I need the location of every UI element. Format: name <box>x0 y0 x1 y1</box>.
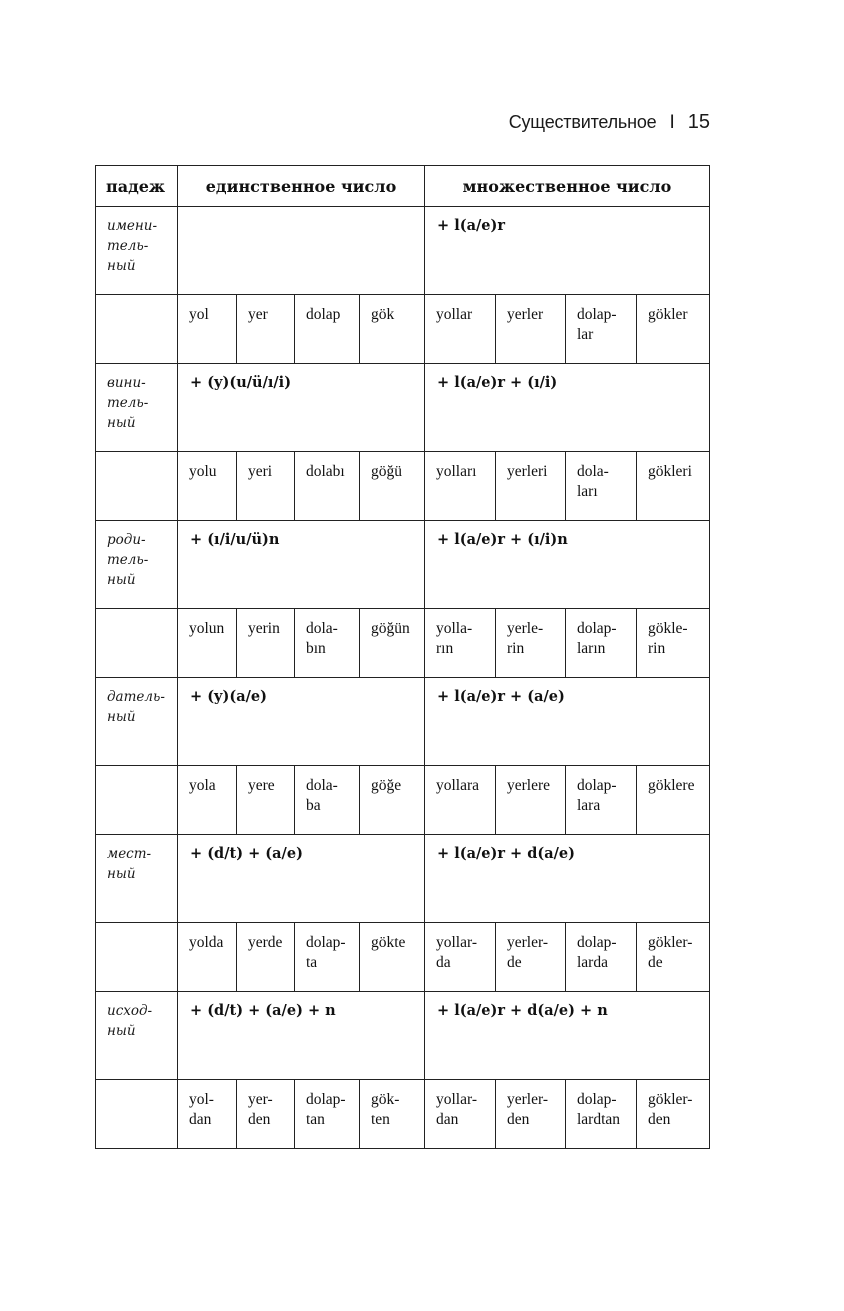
case-name-cell: исход- ный <box>96 992 178 1080</box>
table-row <box>96 923 710 992</box>
singular-form-cell: yol <box>178 295 237 364</box>
plural-form-cell: gökler <box>637 295 710 364</box>
plural-suffix-cell: + l(a/e)r + d(a/e) <box>425 835 710 923</box>
plural-form-cell: gökle- rin <box>637 609 710 678</box>
plural-form-cell: dola- ları <box>566 452 637 521</box>
singular-form-cell: gök- ten <box>360 1080 425 1149</box>
plural-form-cell: yerler- den <box>496 1080 566 1149</box>
plural-form-cell: yerleri <box>496 452 566 521</box>
header-separator: I <box>669 111 675 133</box>
running-head <box>509 111 710 134</box>
plural-form-cell: gökleri <box>637 452 710 521</box>
plural-form-cell: yolları <box>425 452 496 521</box>
empty-case-cell <box>96 1080 178 1149</box>
case-name-cell: имени- тель- ный <box>96 207 178 295</box>
singular-suffix-cell: + (d/t) + (a/e) + n <box>178 992 425 1080</box>
singular-suffix-cell: + (y)(u/ü/ı/i) <box>178 364 425 452</box>
singular-form-cell: dola- bın <box>295 609 360 678</box>
plural-form-cell: dolap- ların <box>566 609 637 678</box>
case-name-cell: вини- тель- ный <box>96 364 178 452</box>
table-row <box>96 207 710 295</box>
singular-form-cell: yeri <box>237 452 295 521</box>
table-body <box>96 207 710 1149</box>
singular-form-cell: dolap- ta <box>295 923 360 992</box>
empty-case-cell <box>96 452 178 521</box>
plural-form-cell: yollar- da <box>425 923 496 992</box>
singular-form-cell: yol- dan <box>178 1080 237 1149</box>
singular-form-cell: dolabı <box>295 452 360 521</box>
plural-suffix-cell: + l(a/e)r + (a/e) <box>425 678 710 766</box>
header-singular: единственное число <box>178 166 425 207</box>
singular-form-cell: dolap <box>295 295 360 364</box>
empty-case-cell <box>96 766 178 835</box>
plural-form-cell: yollar- dan <box>425 1080 496 1149</box>
singular-form-cell: yerin <box>237 609 295 678</box>
table-row <box>96 766 710 835</box>
singular-form-cell: yer- den <box>237 1080 295 1149</box>
section-title: Существительное <box>508 112 657 132</box>
plural-form-cell: göklere <box>637 766 710 835</box>
case-name-cell: роди- тель- ный <box>96 521 178 609</box>
plural-form-cell: gökler- den <box>637 1080 710 1149</box>
plural-form-cell: gökler- de <box>637 923 710 992</box>
singular-form-cell: gök <box>360 295 425 364</box>
empty-case-cell <box>96 609 178 678</box>
table-row <box>96 678 710 766</box>
plural-form-cell: dolap- larda <box>566 923 637 992</box>
plural-form-cell: dolap- lardtan <box>566 1080 637 1149</box>
singular-form-cell: göğe <box>360 766 425 835</box>
singular-form-cell: gökte <box>360 923 425 992</box>
table-row <box>96 835 710 923</box>
singular-suffix-cell: + (y)(a/e) <box>178 678 425 766</box>
table-row <box>96 609 710 678</box>
singular-suffix-cell: + (ı/i/u/ü)n <box>178 521 425 609</box>
table-row <box>96 364 710 452</box>
page-number: 15 <box>687 111 710 133</box>
plural-form-cell: yerler <box>496 295 566 364</box>
table-row <box>96 1080 710 1149</box>
singular-form-cell: yola <box>178 766 237 835</box>
plural-form-cell: yerler- de <box>496 923 566 992</box>
case-name-cell: датель- ный <box>96 678 178 766</box>
singular-form-cell: dolap- tan <box>295 1080 360 1149</box>
singular-form-cell: yerde <box>237 923 295 992</box>
plural-form-cell: dolap- lara <box>566 766 637 835</box>
singular-form-cell: yolda <box>178 923 237 992</box>
plural-form-cell: yolla- rın <box>425 609 496 678</box>
singular-form-cell: yolu <box>178 452 237 521</box>
header-row <box>96 166 710 207</box>
plural-suffix-cell: + l(a/e)r + (ı/i)n <box>425 521 710 609</box>
table-row <box>96 452 710 521</box>
header-case: падеж <box>96 166 178 207</box>
plural-form-cell: yerlere <box>496 766 566 835</box>
singular-suffix-cell: + (d/t) + (a/e) <box>178 835 425 923</box>
case-declension-table <box>95 165 710 1149</box>
plural-form-cell: dolap- lar <box>566 295 637 364</box>
header-plural: множественное число <box>425 166 710 207</box>
singular-form-cell: yere <box>237 766 295 835</box>
plural-form-cell: yollar <box>425 295 496 364</box>
singular-form-cell: göğü <box>360 452 425 521</box>
plural-form-cell: yerle- rin <box>496 609 566 678</box>
singular-form-cell: yer <box>237 295 295 364</box>
plural-suffix-cell: + l(a/e)r + d(a/e) + n <box>425 992 710 1080</box>
empty-case-cell <box>96 295 178 364</box>
plural-suffix-cell: + l(a/e)r + (ı/i) <box>425 364 710 452</box>
singular-form-cell: göğün <box>360 609 425 678</box>
table-row <box>96 521 710 609</box>
singular-form-cell: dola- ba <box>295 766 360 835</box>
empty-case-cell <box>96 923 178 992</box>
table-row <box>96 295 710 364</box>
plural-suffix-cell: + l(a/e)r <box>425 207 710 295</box>
case-name-cell: мест- ный <box>96 835 178 923</box>
singular-form-cell: yolun <box>178 609 237 678</box>
table-row <box>96 992 710 1080</box>
singular-suffix-cell <box>178 207 425 295</box>
plural-form-cell: yollara <box>425 766 496 835</box>
